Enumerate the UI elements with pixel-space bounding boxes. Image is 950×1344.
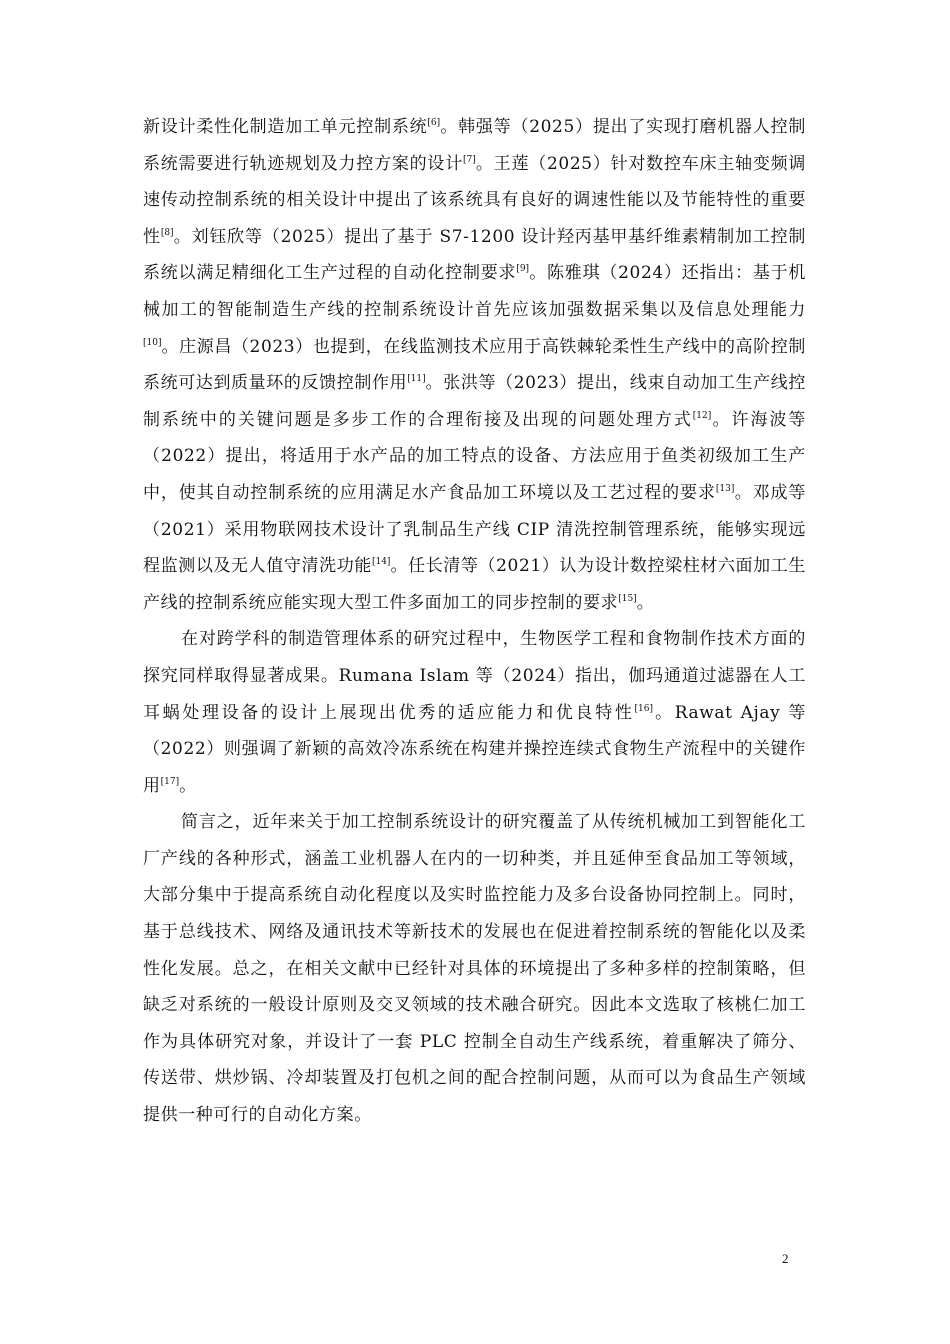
citation-marker: [10] xyxy=(143,337,162,348)
citation-marker: [17] xyxy=(160,776,180,787)
document-body xyxy=(143,109,806,1134)
paragraph-text: 。任长清等（2021）认为设计数控梁柱材六面加工生产线的控制系统应能实现大型工件多面加工的同步控制的要求 xyxy=(143,556,806,613)
citation-marker: [12] xyxy=(692,410,712,421)
paragraph-text: 新设计柔性化制造加工单元控制系统 xyxy=(143,117,428,137)
citation-marker: [9] xyxy=(516,264,530,275)
citation-marker: [16] xyxy=(634,703,654,714)
citation-marker: [11] xyxy=(407,374,426,385)
citation-marker: [14] xyxy=(371,557,391,568)
paragraph-text: 。刘钰欣等（2025）提出了基于 S7-1200 设计羟丙基甲基纤维素精制加工控制系统以满足精细化工生产过程的自动化控制要求 xyxy=(143,226,806,284)
paragraph-text: 。许海波等（2022）提出，将适用于水产品的加工特点的设备、方法应用于鱼类初级加工生产中，使其自动控制系统的应用满足水产食品加工环境以及工艺过程的要求 xyxy=(143,409,806,503)
paragraph xyxy=(143,621,806,804)
paragraph-text: 。张洪等（2023）提出，线束自动加工生产线控制系统中的关键问题是多步工作的合理衔接及出现的问题处理方式 xyxy=(143,373,806,430)
citation-marker: [7] xyxy=(462,154,476,165)
page-number: 2 xyxy=(782,1251,789,1266)
paragraph-text: 。邓成等（2021）采用物联网技术设计了乳制品生产线 CIP 清洗控制管理系统，能够实现远程监测以及无人值守清洗功能 xyxy=(143,482,807,577)
citation-marker: [13] xyxy=(715,483,735,494)
citation-marker: [6] xyxy=(427,118,441,128)
paragraph-text: 。王莲（2025）针对数控车床主轴变频调速传动控制系统的相关设计中提出了该系统具有良好的调速性能以及节能特性的重要性 xyxy=(143,153,806,247)
paragraph-text: 。 xyxy=(179,775,197,796)
paragraph-text: 。陈雅琪（2024）还指出：基于机械加工的智能制造生产线的控制系统设计首先应该加强数据采集以及信息处理能力 xyxy=(143,263,806,320)
paragraph-text: 在对跨学科的制造管理体系的研究过程中，生物医学工程和食物制作技术方面的探究同样取得显著成果。Rumana Islam 等（2024）指出，伽玛通道过滤器在人工耳蜗处理设备的设计上展现出优秀的适应能力和优良特性 xyxy=(143,629,806,723)
paragraph xyxy=(143,804,806,1133)
citation-marker: [15] xyxy=(618,593,637,604)
paragraph-text: 简言之，近年来关于加工控制系统设计的研究覆盖了从传统机械加工到智能化工厂产线的各种形式，涵盖工业机器人在内的一切种类，并且延伸至食品加工等领域，大部分集中于提高系统自动化程度以及实时监控能力及多台设备协同控制上。同时，基于总线技术、网络及通讯技术等新技术的发展也在促进着控制系统的智能化以及柔性化发展。总之，在相关文献中已经针对具体的环境提出了多种多样的控制策略，但缺乏对系统的一般设计原则及交叉领域的技术融合研究。因此本文选取了核桃仁加工作为具体研究对象，并设计了一套 PLC 控制全自动生产线系统，着重解决了筛分、传送带、烘炒锅、冷却装置及打包机之间的配合控制问题，从而可以为食品生产领域提供一种可行的自动化方案。 xyxy=(143,812,806,1126)
paragraph-text: 。庄源昌（2023）也提到，在线监测技术应用于高铁棘轮柔性生产线中的高阶控制系统可达到质量环的反馈控制作用 xyxy=(143,336,806,394)
paragraph-text: 。韩强等（2025）提出了实现打磨机器人控制系统需要进行轨迹规划及力控方案的设计 xyxy=(143,117,806,174)
paragraph-text: 。 xyxy=(636,592,655,613)
citation-marker: [8] xyxy=(160,227,174,238)
paragraph xyxy=(143,109,806,621)
paragraph-text: 。Rawat Ajay 等（2022）则强调了新颖的高效冷冻系统在构建并操控连续式食物生产流程中的关键作用 xyxy=(143,702,806,796)
